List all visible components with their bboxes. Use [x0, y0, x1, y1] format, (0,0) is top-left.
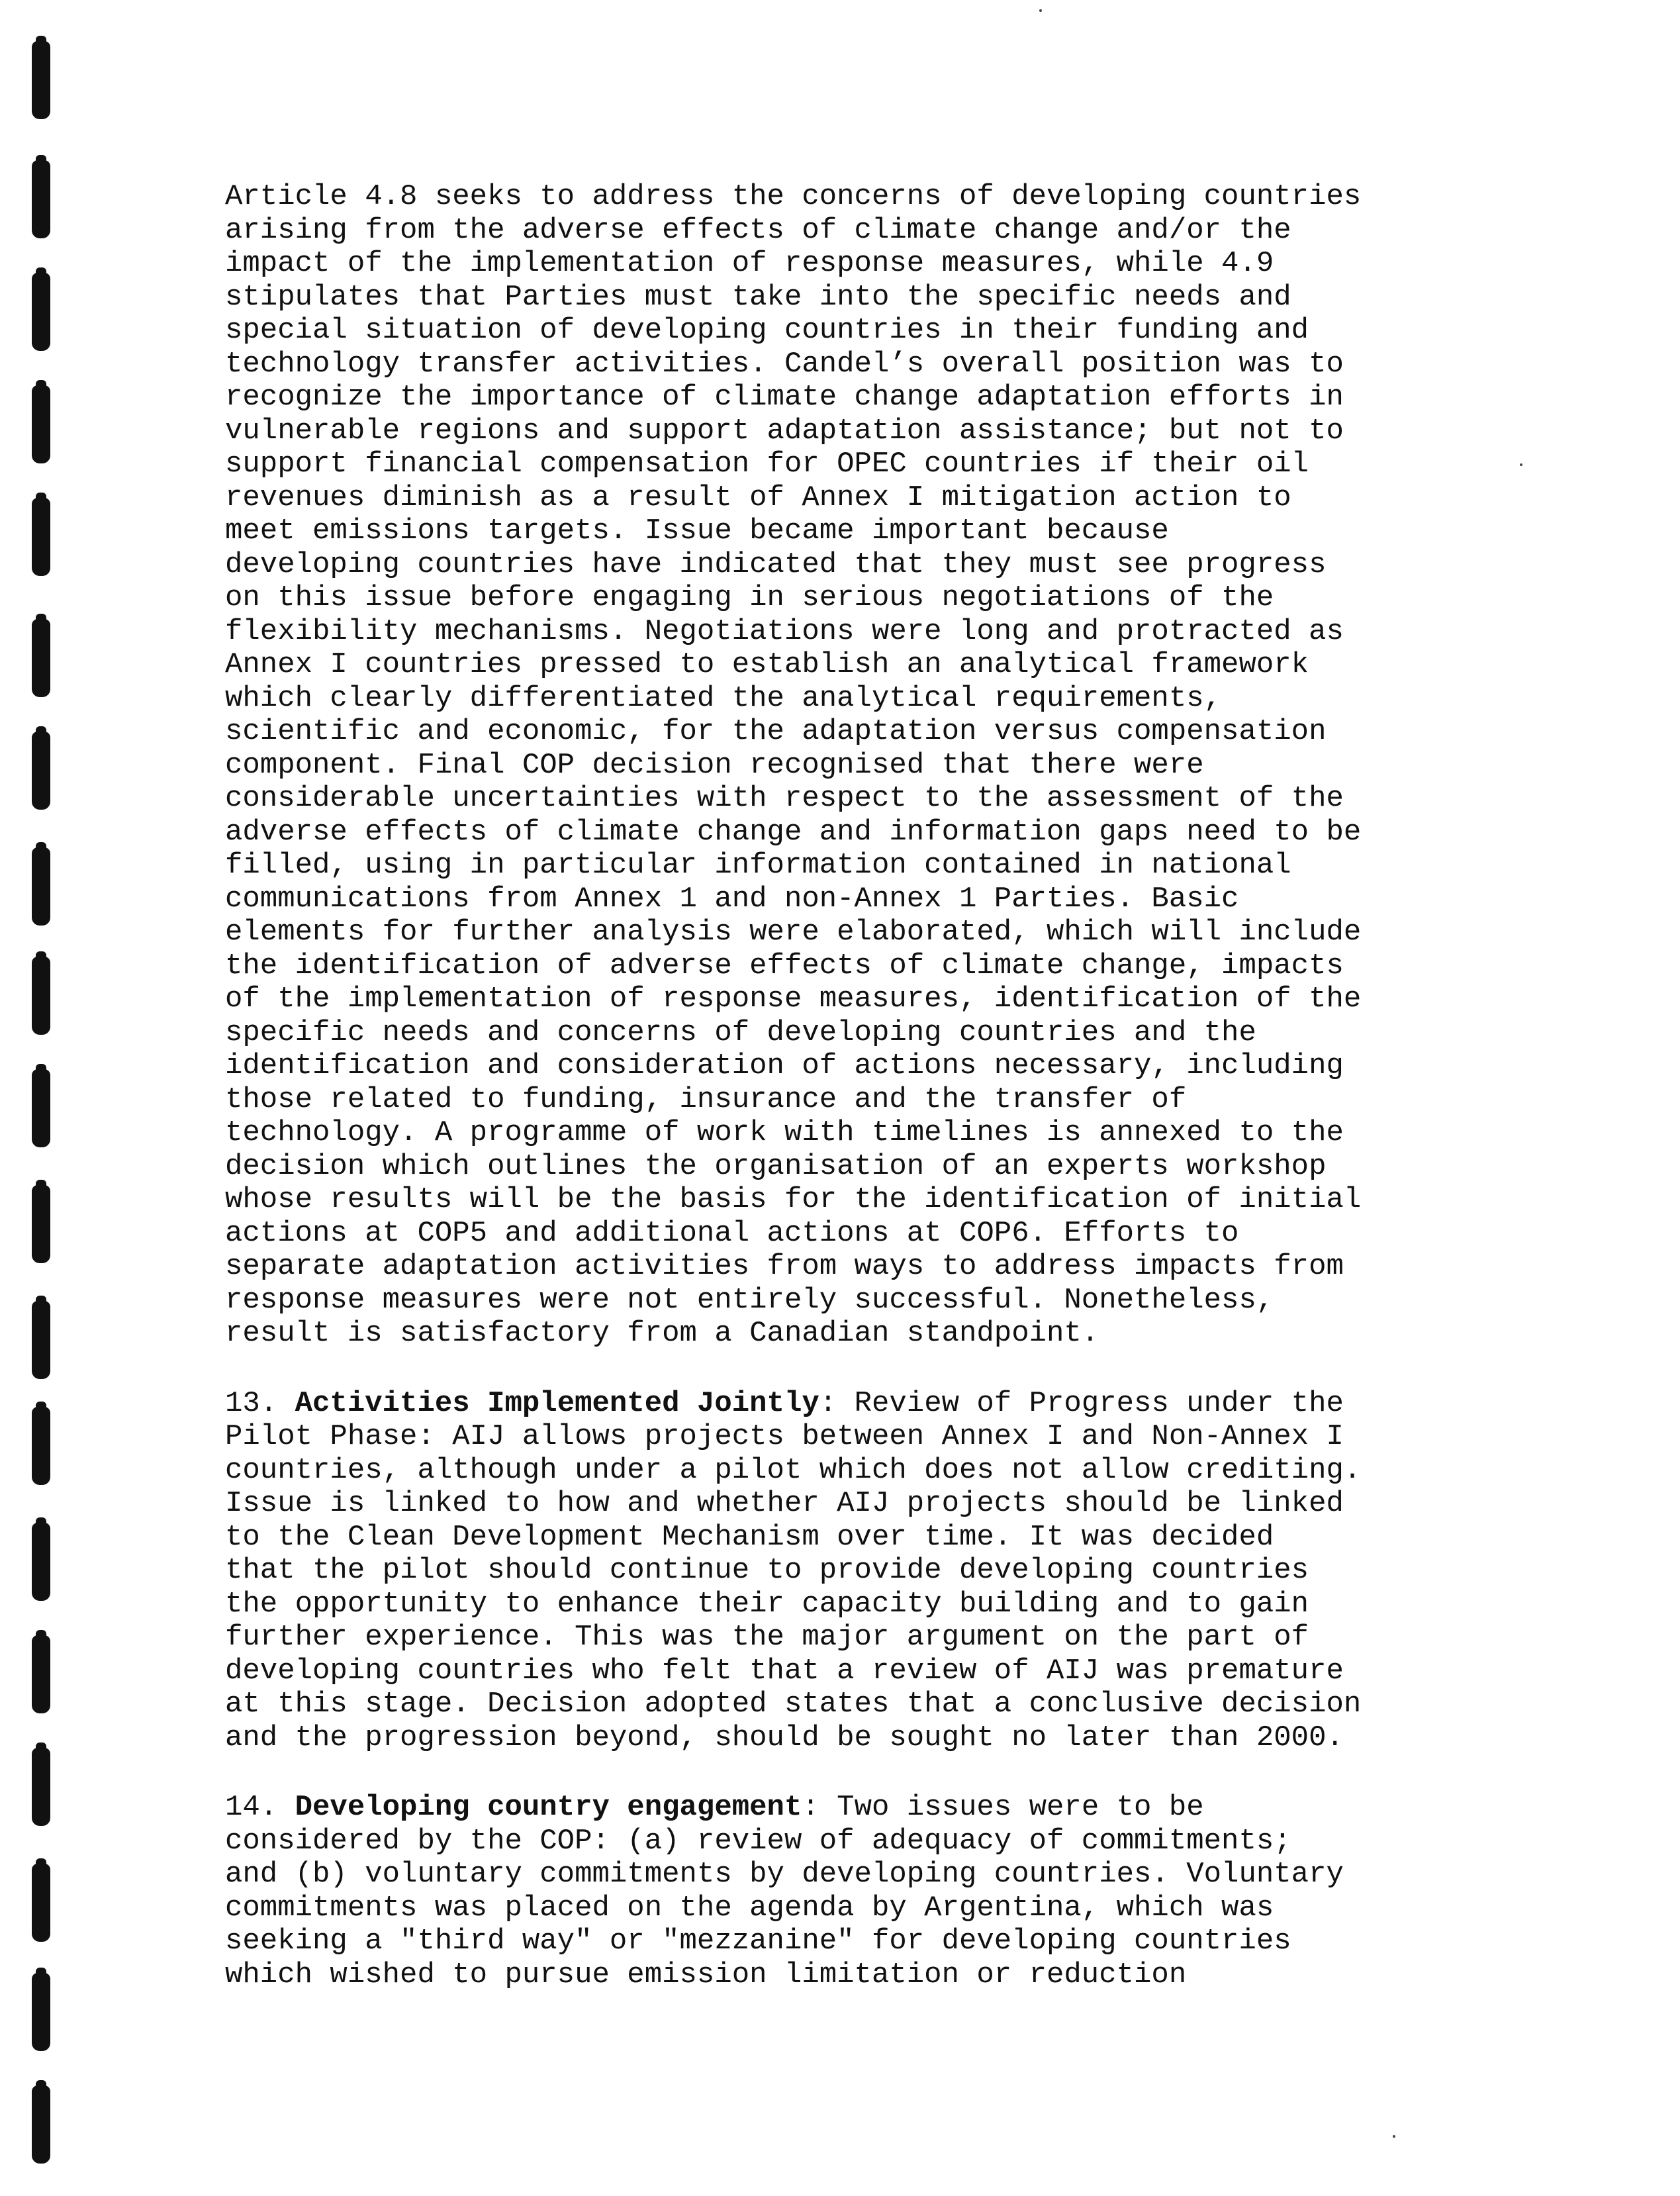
item-number: 13.: [225, 1386, 295, 1420]
binder-hole: [32, 1635, 50, 1713]
text-line: meet emissions targets. Issue became important because: [225, 514, 1169, 548]
text-line: filled, using in particular information contained in national: [225, 849, 1291, 882]
text-line: countries, although under a pilot which does not allow crediting.: [225, 1453, 1362, 1487]
text-line: whose results will be the basis for the identification of initial: [225, 1183, 1362, 1216]
binder-holes: [19, 0, 78, 2196]
text-line: specific needs and concerns of developing countries and the: [225, 1016, 1256, 1049]
text-line: Issue is linked to how and whether AIJ projects should be linked: [225, 1487, 1344, 1520]
text-line: Pilot Phase: AIJ allows projects between Annex I and Non-Annex I: [225, 1420, 1344, 1453]
text-line: technology transfer activities. Candel’s overall position was to: [225, 347, 1344, 381]
paragraph-article-4-8: [225, 180, 1562, 1351]
text-line: response measures were not entirely successful. Nonetheless,: [225, 1283, 1274, 1317]
text-line: considered by the COP: (a) review of adequacy of commitments;: [225, 1824, 1291, 1858]
text-line: identification and consideration of actions necessary, including: [225, 1049, 1344, 1082]
section-heading: Activities Implemented Jointly: [295, 1386, 819, 1420]
paragraph-13-aij: [225, 1387, 1562, 1755]
binder-hole: [32, 273, 50, 351]
paragraph-first-line: [225, 1387, 1562, 1421]
text-line: result is satisfactory from a Canadian standpoint.: [225, 1317, 1099, 1350]
text-line: Annex I countries pressed to establish an analytical framework: [225, 648, 1309, 681]
binder-hole: [32, 1185, 50, 1263]
binder-hole: [32, 1407, 50, 1485]
text-line: communications from Annex 1 and non-Annex 1 Parties. Basic: [225, 882, 1239, 916]
document-body: [225, 180, 1562, 2028]
text-line: commitments was placed on the agenda by Argentina, which was: [225, 1891, 1274, 1925]
binder-hole: [32, 1973, 50, 2051]
text-line: actions at COP5 and additional actions at COP6. Efforts to: [225, 1216, 1239, 1250]
binder-hole: [32, 957, 50, 1035]
text-line: the identification of adverse effects of climate change, impacts: [225, 949, 1344, 982]
text-line: which wished to pursue emission limitation or reduction: [225, 1958, 1187, 1991]
binder-hole: [32, 385, 50, 463]
text-line: developing countries who felt that a review of AIJ was premature: [225, 1654, 1344, 1688]
paragraph-14-developing-country-engagement: [225, 1791, 1562, 1991]
text-line: support financial compensation for OPEC countries if their oil: [225, 448, 1309, 481]
heading-continuation: : Two issues were to be: [802, 1791, 1204, 1824]
binder-hole: [32, 2085, 50, 2164]
scan-speck: [1393, 2135, 1395, 2138]
text-line: component. Final COP decision recognised that there were: [225, 748, 1204, 782]
section-heading: Developing country engagement: [295, 1791, 802, 1824]
text-line: scientific and economic, for the adaptation versus compensation: [225, 715, 1327, 748]
binder-hole: [32, 498, 50, 576]
text-line: that the pilot should continue to provide developing countries: [225, 1554, 1309, 1587]
heading-continuation: : Review of Progress under the: [819, 1386, 1344, 1420]
text-line: on this issue before engaging in serious negotiations of the: [225, 581, 1274, 614]
binder-hole: [32, 41, 50, 119]
text-line: vulnerable regions and support adaptation assistance; but not to: [225, 414, 1344, 448]
text-line: arising from the adverse effects of climate change and/or the: [225, 213, 1291, 247]
binder-hole: [32, 1864, 50, 1942]
paragraph-first-line: [225, 1791, 1562, 1825]
text-line: to the Clean Development Mechanism over time. It was decided: [225, 1520, 1274, 1554]
text-line: revenues diminish as a result of Annex I mitigation action to: [225, 481, 1291, 514]
binder-hole: [32, 1301, 50, 1379]
text-line: special situation of developing countries in their funding and: [225, 314, 1309, 347]
binder-hole: [32, 732, 50, 810]
text-line: the opportunity to enhance their capacity building and to gain: [225, 1587, 1309, 1621]
text-line: at this stage. Decision adopted states that a conclusive decision: [225, 1688, 1362, 1721]
text-line: of the implementation of response measures, identification of the: [225, 982, 1362, 1016]
text-line: decision which outlines the organisation of an experts workshop: [225, 1149, 1327, 1183]
binder-hole: [32, 1523, 50, 1601]
text-line: technology. A programme of work with timelines is annexed to the: [225, 1116, 1344, 1149]
binder-hole: [32, 619, 50, 697]
scan-speck: [1039, 9, 1042, 12]
text-line: adverse effects of climate change and information gaps need to be: [225, 815, 1362, 849]
binder-hole: [32, 1069, 50, 1147]
text-line: and (b) voluntary commitments by developing countries. Voluntary: [225, 1858, 1344, 1891]
item-number: 14.: [225, 1791, 295, 1824]
text-line: separate adaptation activities from ways to address impacts from: [225, 1250, 1344, 1283]
binder-hole: [32, 160, 50, 238]
text-line: impact of the implementation of response measures, while 4.9: [225, 247, 1274, 280]
text-line: those related to funding, insurance and the transfer of: [225, 1082, 1187, 1116]
binder-hole: [32, 847, 50, 926]
text-line: and the progression beyond, should be sought no later than 2000.: [225, 1721, 1344, 1754]
text-line: considerable uncertainties with respect to the assessment of the: [225, 782, 1344, 815]
text-line: seeking a "third way" or "mezzanine" for developing countries: [225, 1925, 1291, 1958]
text-line: developing countries have indicated that they must see progress: [225, 548, 1327, 581]
text-line: recognize the importance of climate change adaptation efforts in: [225, 381, 1344, 414]
binder-hole: [32, 1748, 50, 1826]
text-line: Article 4.8 seeks to address the concerns of developing countries: [225, 180, 1362, 213]
text-line: elements for further analysis were elaborated, which will include: [225, 916, 1362, 949]
text-line: flexibility mechanisms. Negotiations were long and protracted as: [225, 614, 1344, 648]
text-line: further experience. This was the major argument on the part of: [225, 1621, 1309, 1654]
text-line: which clearly differentiated the analytical requirements,: [225, 681, 1222, 715]
text-line: stipulates that Parties must take into the specific needs and: [225, 280, 1291, 314]
